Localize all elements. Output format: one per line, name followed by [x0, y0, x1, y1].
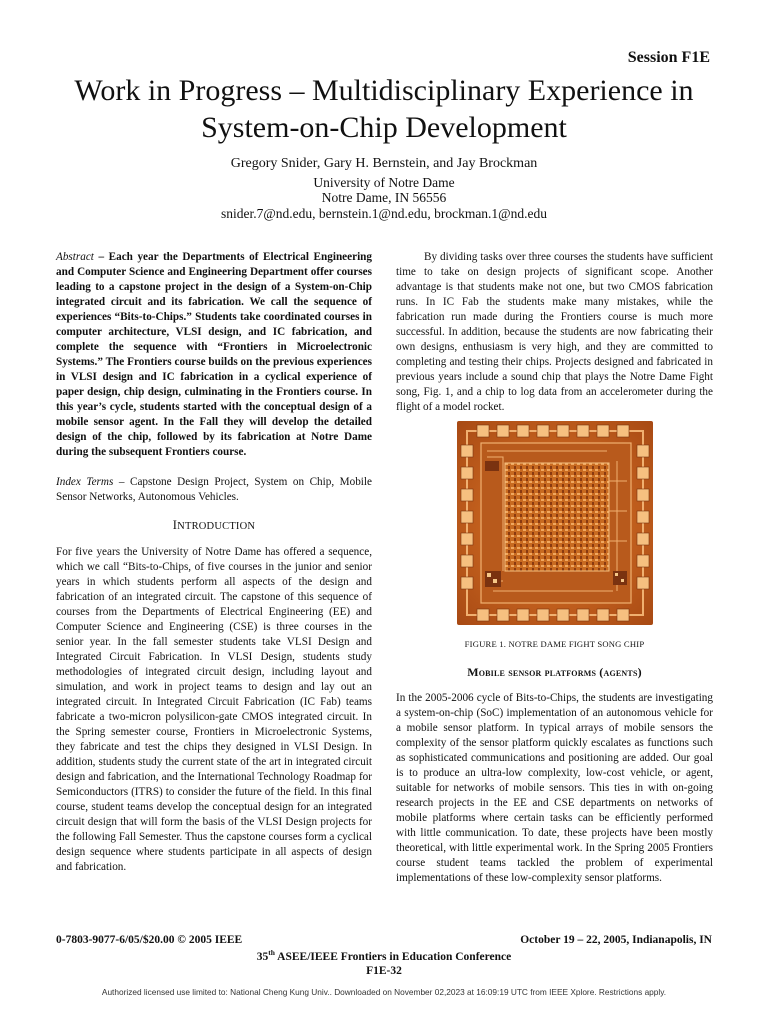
- session-label: Session F1E: [627, 49, 710, 66]
- introduction-paragraph-2: By dividing tasks over three courses the students have sufficient time to take on design projects of significant scope. Another advantage is that students make not one, but two CMOS fabrication runs. In IC Fab the students make many mistakes, while the fabrication run made during the Frontiers course is much more successful. In addition, because the students are now fabricating their own designs, enthusiasm is very high, and they are committed to completing and testing their chips. Projects designed and fabricated in previous years include a sound chip that plays the Notre Dame Fight song, Fig. 1, and a chip to log data from an accelerometer during the flight of a model rocket.: [396, 251, 713, 413]
- paper-title-line2: System-on-Chip Development: [201, 111, 567, 144]
- mobile-paragraph-1: In the 2005-2006 cycle of Bits-to-Chips, the students are investigating a system-on-chip (SoC) implementation of an autonomous vehicle for a mobile sensor platform. In typical arrays of mobile sensors the complexity of the sensor platform quickly escalates as functions such as sophisticated communications and positioning are added. Our goal is to produce an ultra-low complexity, low-cost vehicle, or agent, suitable for networks of mobile sensors. This ties in with on-going research projects in the EE and CSE departments on networks of mobile platforms where certain tasks can be efficiently performed with little communication. To date, these projects have been mostly theoretical, with little experimental work. In the Spring 2005 Frontiers course student teams tackled the problem of experimental implementations of these low-complexity sensor platforms.: [396, 692, 713, 884]
- abstract-lead: Abstract: [56, 251, 94, 263]
- footer-page-number: F1E-32: [366, 965, 402, 977]
- mobile-heading: Mobile sensor platforms (agents): [467, 665, 642, 679]
- author-names: Gregory Snider, Gary H. Bernstein, and Jay Brockman: [230, 156, 538, 171]
- index-terms-text: – Capstone Design Project, System on Chip, Mobile Sensor Networks, Autonomous Vehicles.: [56, 476, 372, 503]
- index-terms-lead: Index Terms: [56, 476, 114, 488]
- abstract: [56, 250, 372, 460]
- footer-isbn: 0-7803-9077-6/05/$20.00 © 2005 IEEE: [56, 934, 243, 946]
- chip-figure: [457, 421, 653, 625]
- chip-die-image: [457, 421, 653, 625]
- figure-caption: FIGURE 1. NOTRE DAME FIGHT SONG CHIP: [464, 639, 645, 649]
- introduction-heading: INTRODUCTION: [172, 518, 256, 532]
- footer-date: October 19 – 22, 2005, Indianapolis, IN: [520, 934, 712, 946]
- address: Notre Dame, IN 56556: [321, 190, 447, 205]
- license-notice: Authorized licensed use limited to: National Cheng Kung Univ.. Downloaded on November 02,2023 at 16:09:19 UTC from IEEE Xplore. Restrictions apply.: [101, 987, 667, 997]
- index-terms: [56, 475, 372, 505]
- paper-title-line1: Work in Progress – Multidisciplinary Experience in: [74, 74, 694, 107]
- author-emails: snider.7@nd.edu, bernstein.1@nd.edu, brockman.1@nd.edu: [221, 205, 547, 221]
- affiliation: University of Notre Dame: [313, 174, 455, 190]
- left-column: [56, 250, 372, 875]
- right-column: [396, 250, 713, 886]
- author-block: [0, 156, 768, 221]
- paper-title: [40, 72, 728, 146]
- footer-conference: 35th ASEE/IEEE Frontiers in Education Conference: [256, 948, 512, 963]
- abstract-text: – Each year the Departments of Electrical Engineering and Computer Science and Engineering Department offer courses leading to a capstone project in the design of a System-on-Chip integrated circuit and its fabrication. We call the sequence of experiences “Bits-to-Chips.” Students take coordinated courses in computer architecture, VLSI design, and IC fabrication, and complete the sequence with “Frontiers in Microelectronic Systems.” The Frontiers course builds on the previous experiences in VLSI design and IC fabrication in a cyclical experience of paper design, chip design, culminating in the Frontiers course. In this year’s cycle, students started with the conceptual design of a mobile sensor agent. In the Fall they will develop the detailed design of the chip, followed by its fabrication at Notre Dame during the subsequent Frontiers course.: [56, 251, 372, 458]
- introduction-paragraph-1: For five years the University of Notre Dame has offered a sequence, which we call “Bits-to-Chips, of five courses in the junior and senior years in which students perform all aspects of the design and fabrication of an integrated circuit. The capstone of this sequence of courses from the Departments of Electrical Engineering (EE) and Computer Science and Engineering (CSE) is three courses in the senior year. In the fall semester students take VLSI Design and Integrated Circuit Fabrication. In VLSI Design, students study methodologies of integrated circuit design, including layout and simulation, and work in project teams to design and lay out an integrated circuit. In Integrated Circuit Fabrication (IC Fab) teams fabricate a two-micron polysilicon-gate CMOS integrated circuit. In the Spring semester course, Frontiers in Microelectronic Systems, they fabricate and test the chips they designed in VLSI Design. In addition, students study the current state of the art in integrated circuit design and fabrication, and the International Technology Roadmap for Semiconductors (ITRS) to consider the future of the field. In this final course, student teams develop the conceptual design for an integrated circuit design that will form the basis of the VLSI Design projects for the following Fall Semester. Thus the capstone courses form a cyclical design sequence where students participate in all aspects of design and fabrication.: [56, 546, 372, 873]
